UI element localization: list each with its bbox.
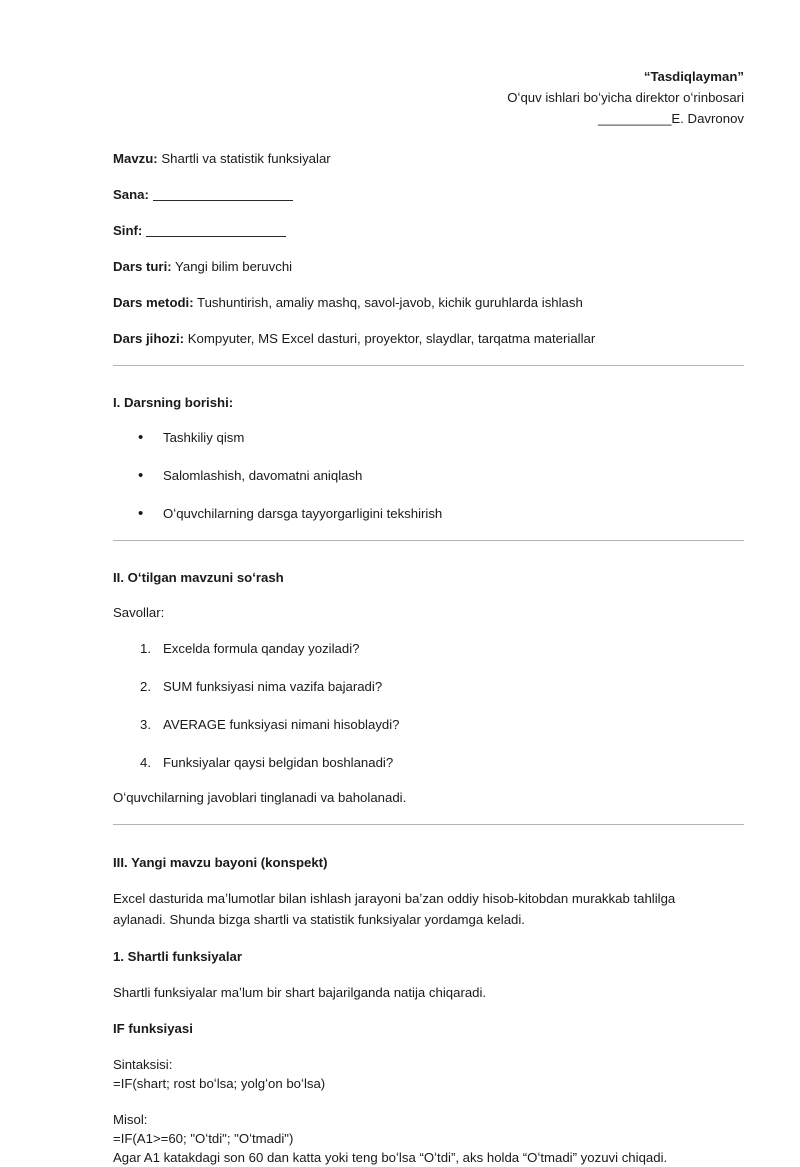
example-label: Misol: [113, 1112, 148, 1127]
divider-1 [113, 365, 744, 366]
meta-value-dars-metodi: Tushuntirish, amaliy mashq, savol-javob, kichik guruhlarda ishlash [193, 295, 583, 310]
bullet-marker: • [138, 429, 144, 446]
meta-value-dars-turi: Yangi bilim beruvchi [171, 259, 293, 274]
number-marker: 4. [140, 755, 151, 770]
section-2-question-list [113, 639, 744, 772]
list-item-text: AVERAGE funksiyasi nimani hisoblaydi? [163, 717, 400, 732]
meta-value-dars-jihozi: Kompyuter, MS Excel dasturi, proyektor, slaydlar, tarqatma materiallar [184, 331, 596, 346]
divider-2 [113, 540, 744, 541]
section-1-bullet-list [113, 428, 744, 523]
example-description: Agar A1 katakdagi son 60 dan katta yoki teng boʻlsa “Oʻtdi”, aks holda “Oʻtmadi” yozuvi chiqadi. [113, 1150, 668, 1165]
approval-role: Oʻquv ishlari boʻyicha direktor oʻrinbosari [507, 90, 744, 105]
syntax-formula: =IF(shart; rost boʻlsa; yolgʻon boʻlsa) [113, 1076, 326, 1091]
meta-label-mavzu: Mavzu: [113, 151, 158, 166]
list-item [113, 639, 744, 658]
list-item [113, 428, 744, 447]
number-marker: 1. [140, 641, 151, 656]
divider-3 [113, 824, 744, 825]
meta-label-sinf: Sinf: [113, 223, 143, 238]
list-item-text: Tashkiliy qism [163, 430, 245, 445]
meta-row-sinf [113, 221, 744, 240]
section-2-lead: Savollar: [113, 605, 165, 620]
list-item-text: Funksiyalar qaysi belgidan boshlanadi? [163, 755, 394, 770]
meta-value-mavzu: Shartli va statistik funksiyalar [157, 151, 331, 166]
list-item [113, 677, 744, 696]
meta-row-dars-metodi [113, 293, 744, 312]
list-item [113, 753, 744, 772]
syntax-label: Sintaksisi: [113, 1057, 173, 1072]
section-2-closing: Oʻquvchilarning javoblari tinglanadi va baholanadi. [113, 790, 407, 805]
section-2-title: II. Oʻtilgan mavzuni soʻrash [113, 570, 284, 585]
list-item-text: Excelda formula qanday yoziladi? [163, 641, 360, 656]
meta-label-dars-metodi: Dars metodi: [113, 295, 194, 310]
list-item [113, 504, 744, 523]
approval-signature: __________E. Davronov [598, 111, 744, 126]
if-function-title: IF funksiyasi [113, 1021, 193, 1036]
syntax-block [113, 1055, 744, 1093]
section-3-title: III. Yangi mavzu bayoni (konspekt) [113, 855, 328, 870]
meta-row-sana [113, 185, 744, 204]
approval-header [113, 66, 744, 129]
document-content [113, 66, 744, 1167]
list-item [113, 466, 744, 485]
meta-label-dars-jihozi: Dars jihozi: [113, 331, 185, 346]
section-1-title: I. Darsning borishi: [113, 395, 234, 410]
meta-label-sana: Sana: [113, 187, 149, 202]
bullet-marker: • [138, 467, 144, 484]
example-block [113, 1110, 744, 1167]
list-item-text: Oʻquvchilarning darsga tayyorgarligini tekshirish [163, 506, 443, 521]
approval-title: “Tasdiqlayman” [643, 69, 744, 84]
list-item-text: SUM funksiyasi nima vazifa bajaradi? [163, 679, 383, 694]
section-3-intro: Excel dasturida maʼlumotlar bilan ishlash jarayoni baʼzan oddiy hisob-kitobdan murakkab tahlilga aylanadi. Shunda bizga shartli va statistik funksiyalar yordamga keladi. [113, 891, 676, 927]
meta-row-dars-jihozi [113, 329, 744, 348]
number-marker: 2. [140, 679, 151, 694]
example-formula: =IF(A1>=60; "Oʻtdi"; "Oʻtmadi") [113, 1131, 294, 1146]
list-item [113, 715, 744, 734]
section-3-sub1-title: 1. Shartli funksiyalar [113, 949, 242, 964]
list-item-text: Salomlashish, davomatni aniqlash [163, 468, 363, 483]
meta-row-dars-turi [113, 257, 744, 276]
sana-blank-field[interactable] [153, 188, 293, 201]
meta-row-mavzu [113, 149, 744, 168]
bullet-marker: • [138, 505, 144, 522]
sinf-blank-field[interactable] [146, 224, 286, 237]
meta-label-dars-turi: Dars turi: [113, 259, 172, 274]
section-3-sub1-text: Shartli funksiyalar maʼlum bir shart bajarilganda natija chiqaradi. [113, 985, 487, 1000]
number-marker: 3. [140, 717, 151, 732]
